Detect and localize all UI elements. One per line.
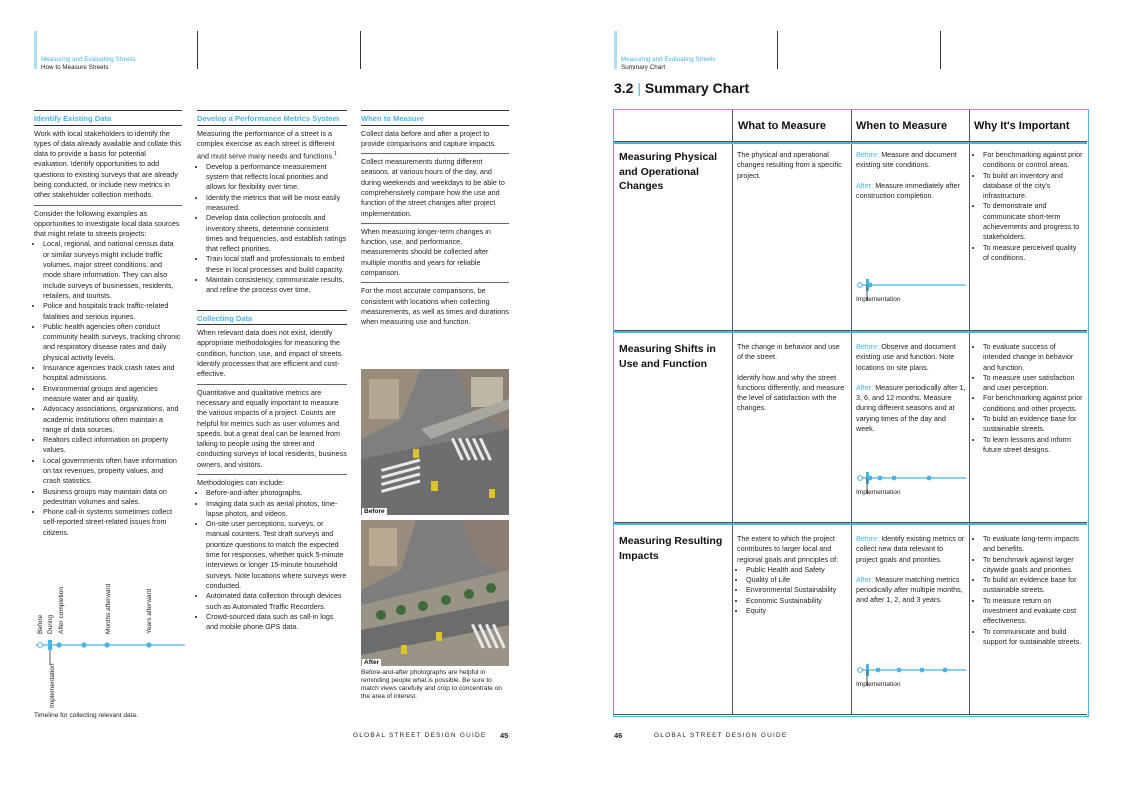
before-label: Before: xyxy=(856,534,880,543)
after-photo xyxy=(361,520,509,666)
row1-when xyxy=(856,150,964,201)
footnote-mark: 1 xyxy=(334,151,337,158)
list-item: • Local, regional, and national census data or similar surveys might include traffic volumes, major street conditions, and mode share information. They can also include surveys of businesses, residents, retailers, and tourists. xyxy=(43,239,182,301)
before-text: Identify existing metrics or collect new data relevant to project goals and priorities. xyxy=(856,534,965,564)
list-item: • For benchmarking against prior conditions and other projects. xyxy=(983,393,1084,414)
after-label: After: xyxy=(856,382,874,392)
column-divider xyxy=(197,31,198,69)
title-separator: | xyxy=(637,80,641,96)
list-item: • Crowd-sourced data such as call-in logs and mobile phone GPS data. xyxy=(206,612,347,633)
list-item: • Public health agencies often conduct community health surveys, tracking chronic and respiratory disease rates and daily physical activity levels. xyxy=(43,322,182,363)
heading-performance-metrics: Develop a Performance Metrics System xyxy=(197,110,347,126)
spacer xyxy=(197,296,347,310)
list-item: • Develop data collection protocols and inventory sheets, determine consistent times and frequencies, and establish ratings that reflect priorities. xyxy=(206,213,347,254)
list-item: • Economic Sustainability xyxy=(746,596,847,606)
before-text: Measure and document existing site conditions. xyxy=(856,150,957,170)
list-item: • Phone call-in systems sometimes collect self-reported street-related issues from citizens. xyxy=(43,507,182,538)
after-label: After: xyxy=(856,180,874,190)
page-number: 46 xyxy=(614,731,623,740)
row2-why xyxy=(974,342,1084,455)
column-performance-metrics xyxy=(197,110,347,632)
list-item: • Maintain consistency, communicate results, and refine the process over time. xyxy=(206,275,347,296)
column-divider xyxy=(851,110,852,715)
after-label: After xyxy=(364,659,380,666)
list-item: • To benchmark against larger citywide goals and priorities. xyxy=(983,555,1084,576)
paragraph: Collect measurements during different seasons, at various hours of the day, and during weekends and weekdays to be able to comprehensively compare how the use and function of the street changes after project implementation. xyxy=(361,157,505,218)
divider xyxy=(197,384,347,385)
months-point xyxy=(81,642,86,647)
timeline-label-years: Years afterward xyxy=(146,588,153,634)
row3-what xyxy=(737,534,847,616)
divider xyxy=(361,282,509,283)
list-item: • For benchmarking against prior conditions or control areas. xyxy=(983,150,1084,171)
timeline-label-before: Before xyxy=(37,614,44,634)
subsection-label: Summary Chart xyxy=(621,63,666,71)
what-text: The extent to which the project contributes to larger local and regional goals and principles of: xyxy=(737,534,839,564)
column-identify-data xyxy=(34,110,182,538)
section-label: Measuring and Evaluating Streets xyxy=(41,56,136,63)
list-item: • Develop a performance measurement system that reflects local priorities and allows for flexibility over time. xyxy=(206,162,347,193)
list-item: • To demonstrate and communicate short-term achievements and progress to stakeholders. xyxy=(983,201,1084,242)
before-label: Before: xyxy=(856,150,880,159)
list-item: • To build an evidence base for sustainable streets. xyxy=(983,575,1084,596)
list-item: • To measure return on investment and evaluate cost effectiveness. xyxy=(983,596,1084,627)
header-when: When to Measure xyxy=(856,120,948,132)
section-marker xyxy=(34,31,37,69)
list-item: • Realtors collect information on property values. xyxy=(43,435,182,456)
row3-implementation-label: Implementation xyxy=(856,681,901,688)
list-item: • To evaluate success of intended change in behavior and function. xyxy=(983,342,1084,373)
row-title-shifts: Measuring Shifts in Use and Function xyxy=(619,343,716,370)
paragraph-text: Measuring the performance of a street is a complex exercise as each street is different and must serve many needs and functions. xyxy=(197,128,335,161)
timeline-label-months: Months afterward xyxy=(105,583,112,634)
list-item: • Automated data collection through devices such as Automated Traffic Recorders. xyxy=(206,591,347,612)
title-number: 3.2 xyxy=(614,80,634,96)
after-text: Measure matching metrics periodically after multiple months, and after 1, 2, and 3 years. xyxy=(856,574,963,605)
header-divider-blue xyxy=(614,142,1087,144)
list-item: • Business groups may maintain data on pedestrian volumes and sales. xyxy=(43,487,182,508)
section-marker xyxy=(614,31,617,69)
list-item: • To build an evidence base for sustainable streets. xyxy=(983,414,1084,435)
summary-table xyxy=(613,109,1089,717)
section-label: Measuring and Evaluating Streets xyxy=(621,56,716,63)
column-divider xyxy=(940,31,941,69)
list-item: • On-site user perceptions, surveys, or manual counters. Test draft surveys and prioritize questions to match the expected time for responses, whether quick 5-minute interviews or longer 15-minute household surveys. Note locations where surveys were conducted. xyxy=(206,519,347,591)
row1-why xyxy=(974,150,1084,263)
paragraph: For the most accurate comparisons, be consistent with locations when collecting measurements, as well as times and durations when measuring use and function. xyxy=(361,286,509,327)
list-item: • Local governments often have information on tax revenues, property values, and crash statistics. xyxy=(43,456,182,487)
list-item: • Quality of Life xyxy=(746,575,847,585)
list-item: • Before-and-after photographs. xyxy=(206,488,347,498)
before-point xyxy=(38,643,43,648)
running-header xyxy=(41,56,136,71)
divider xyxy=(197,474,347,475)
paragraph: Methodologies can include: xyxy=(197,478,285,487)
before-text: Observe and document existing use and function. Note locations on site plans. xyxy=(856,342,956,372)
before-label: Before: xyxy=(856,342,880,351)
row-title-impacts: Measuring Resulting Impacts xyxy=(619,535,723,562)
list-item: • To communicate and build support for sustainable streets. xyxy=(983,627,1084,648)
paragraph: Quantitative and qualitative metrics are necessary and equally important to measure the various impacts of a project. Counts are helpful for metrics such as user volumes and speeds, but a great deal can be learned from talking to people using the street and conducting surveys of local residents, business owners, and visitors. xyxy=(197,387,347,469)
data-timeline-diagram xyxy=(30,570,190,715)
list-item: • To measure perceived quality of conditions. xyxy=(983,243,1084,264)
list-item: • Identify the metrics that will be most easily measured. xyxy=(206,193,347,214)
list-item: • Train local staff and professionals to embed these in local processes and build capacity. xyxy=(206,254,347,275)
list-item: • To evaluate long-term impacts and benefits. xyxy=(983,534,1084,555)
row-divider-blue xyxy=(614,523,1087,525)
metrics-list xyxy=(197,162,347,296)
before-photo xyxy=(361,369,509,515)
subsection-label: How to Measure Streets xyxy=(41,63,109,71)
list-item: • Environmental groups and agencies measure water and air quality. xyxy=(43,384,182,405)
list-item: • Environmental Sustainability xyxy=(746,585,847,595)
timeline-caption: Timeline for collecting relevant data. xyxy=(34,712,138,719)
list-item: • Imaging data such as aerial photos, time-lapse photos, and videos. xyxy=(206,499,347,520)
list-item: • Police and hospitals track traffic-related fatalities and serious injuries. xyxy=(43,301,182,322)
list-item: • To measure user satisfaction and user perception. xyxy=(983,373,1084,394)
table-bottom-rule xyxy=(614,714,1087,715)
list-item: • Public Health and Safety xyxy=(746,565,847,575)
row1-implementation-label: Implementation xyxy=(856,296,901,303)
row-divider-blue xyxy=(614,331,1087,333)
divider xyxy=(34,205,182,206)
list-item: • To learn lessons and inform future street designs. xyxy=(983,435,1084,456)
row3-why xyxy=(974,534,1084,647)
row3-when xyxy=(856,534,966,606)
what-text: The change in behavior and use of the street. xyxy=(737,342,840,362)
paragraph xyxy=(197,129,347,162)
heading-collecting-data: Collecting Data xyxy=(197,310,347,326)
implementation-bar xyxy=(48,640,52,650)
months-point xyxy=(104,642,109,647)
paragraph: When measuring longer-term changes in function, use, and performance, measurements should be collected after multiple months and years for reliable comparison. xyxy=(361,226,491,278)
before-label: Before xyxy=(364,508,385,515)
list-item: • Equity xyxy=(746,606,847,616)
row2-when xyxy=(856,342,966,434)
divider xyxy=(361,223,509,224)
paragraph: When relevant data does not exist, identify appropriate methodologies for measuring the condition, function, use, and impact of streets. Identify processes that are efficient and cost-effective. xyxy=(197,328,344,379)
after-text: Measure immediately after construction completion. xyxy=(856,180,960,200)
column-divider xyxy=(969,110,970,715)
after-text: Measure periodically after 1, 3, 6, and 12 months. Measure during different seasons and at varying times of the day and week. xyxy=(856,382,966,434)
header-what: What to Measure xyxy=(738,120,827,132)
row1-what: The physical and operational changes resulting from a specific project. xyxy=(737,150,842,180)
photo-caption: Before-and-after photographs are helpful in reminding people what is possible. Be sure to match views carefully and crop to concentrate on the area of interest. xyxy=(361,669,502,700)
paragraph: Consider the following examples as opportunities to investigate local data sources that might relate to streets projects: xyxy=(34,208,180,239)
data-source-list xyxy=(34,239,182,538)
paragraph: Collect data before and after a project to provide comparisons and capture impacts. xyxy=(361,128,497,148)
column-divider xyxy=(777,31,778,69)
timeline-label-during: During xyxy=(47,614,54,634)
divider xyxy=(361,153,509,154)
list-item: • Advocacy associations, organizations, and academic institutions often maintain a range of data sources. xyxy=(43,404,182,435)
heading-when-to-measure: When to Measure xyxy=(361,110,509,126)
heading-identify-data: Identify Existing Data xyxy=(34,110,182,126)
after-label: After: xyxy=(856,574,874,584)
timeline-implementation-label: Implementation xyxy=(49,663,56,708)
column-when-to-measure xyxy=(361,110,509,332)
title-text: Summary Chart xyxy=(644,80,750,96)
footer-title: GLOBAL STREET DESIGN GUIDE xyxy=(654,732,788,739)
page-number: 45 xyxy=(500,731,509,740)
list-item: • Insurance agencies track crash rates and hospital admissions. xyxy=(43,363,182,384)
footer-title: GLOBAL STREET DESIGN GUIDE xyxy=(353,732,487,739)
what-text: Identify how and why the street functions differently, and measure the level of satisfaction with the changes. xyxy=(737,372,845,413)
running-header xyxy=(621,56,716,71)
years-point xyxy=(146,642,151,647)
column-divider xyxy=(360,31,361,69)
row-title-physical: Measuring Physical and Operational Changes xyxy=(619,151,718,192)
header-why: Why It's Important xyxy=(974,120,1070,132)
list-item: • To build an inventory and database of the city's infrastructure. xyxy=(983,171,1084,202)
paragraph: Work with local stakeholders to identify the types of data already available and collate this data to provide a basis for potential evaluation. Identify opportunities to add questions to existing surveys that are already being conducted, or include new metrics in other stakeholder collection methods. xyxy=(34,128,182,200)
after-point xyxy=(56,642,61,647)
row2-what xyxy=(737,342,847,414)
methodologies-list xyxy=(197,488,347,632)
column-divider xyxy=(732,110,733,715)
page-title xyxy=(614,80,749,96)
timeline-label-after-completion: After completion xyxy=(58,587,65,634)
row2-implementation-label: Implementation xyxy=(856,489,901,496)
